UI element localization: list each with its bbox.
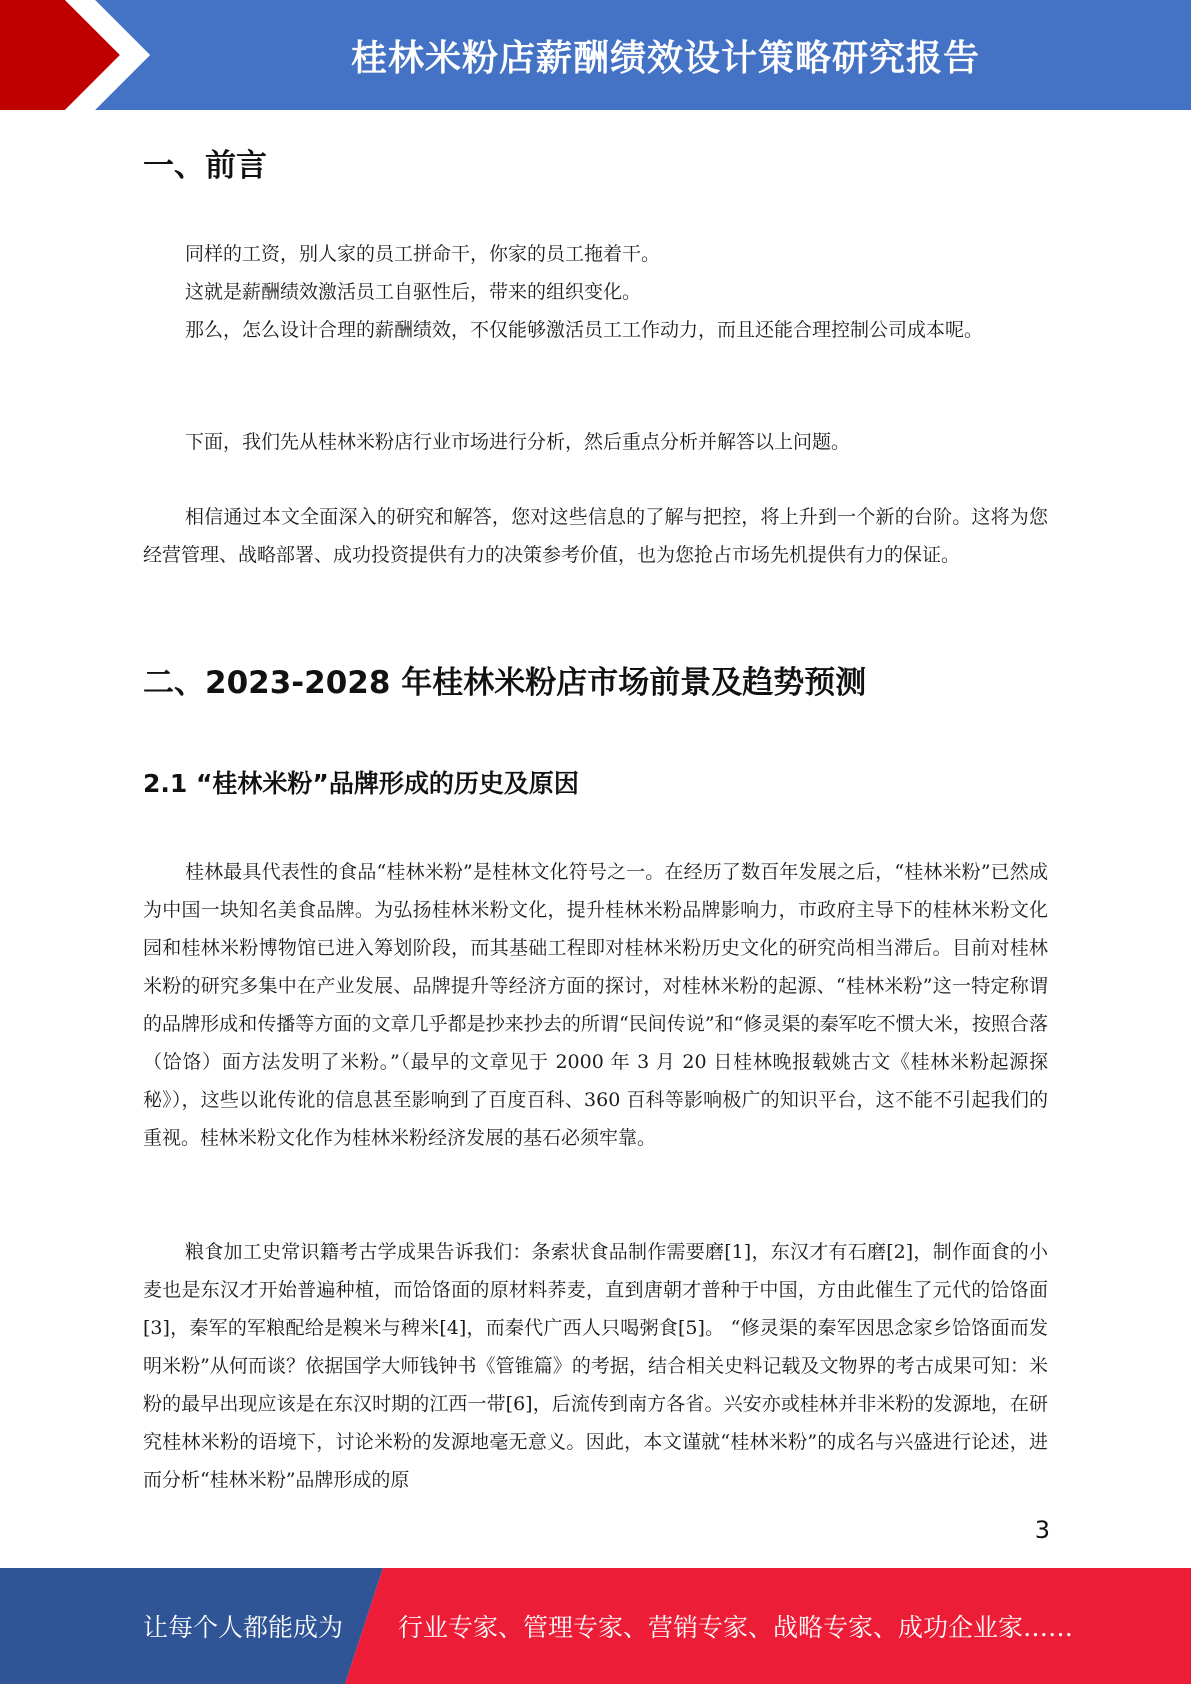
header-title: 桂林米粉店薪酬绩效设计策略研究报告	[350, 37, 980, 79]
paragraph: 那么，怎么设计合理的薪酬绩效，不仅能够激活员工工作动力，而且还能合理控制公司成本呢。	[185, 319, 984, 341]
footer-slogan-left: 让每个人都能成为	[143, 1613, 344, 1642]
page-number: 3	[1034, 1516, 1050, 1544]
page-footer	[0, 1568, 1191, 1684]
paragraph: 下面，我们先从桂林米粉店行业市场进行分析，然后重点分析并解答以上问题。	[185, 431, 851, 453]
footer-slogan-right: 行业专家、管理专家、营销专家、战略专家、成功企业家……	[398, 1613, 1074, 1642]
page-header	[0, 0, 1191, 110]
section-heading-forecast: 二、2023-2028 年桂林米粉店市场前景及趋势预测	[143, 665, 867, 701]
paragraph: 桂林最具代表性的食品“桂林米粉”是桂林文化符号之一。在经历了数百年发展之后，“桂林米粉”已然成为中国一块知名美食品牌。为弘扬桂林米粉文化，提升桂林米粉品牌影响力，市政府主导下的桂林米粉文化园和桂林米粉博物馆已进入筹划阶段，而其基础工程即对桂林米粉历史文化的研究尚相当滞后。目前对桂林米粉的研究多集中在产业发展、品牌提升等经济方面的探讨，对桂林米粉的起源、“桂林米粉”这一特定称谓的品牌形成和传播等方面的文章几乎都是抄来抄去的所谓“民间传说”和“修灵渠的秦军吃不惯大米，按照合落（饸饹）面方法发明了米粉。”（最早的文章见于 2000 年 3 月 20 日桂林晚报载姚古文《桂林米粉起源探秘》），这些以讹传讹的信息甚至影响到了百度百科、360 百科等影响极广的知识平台，这不能不引起我们的重视。桂林米粉文化作为桂林米粉经济发展的基石必须牢靠。	[143, 861, 1048, 1149]
subsection-heading: 2.1 “桂林米粉”品牌形成的历史及原因	[143, 769, 579, 798]
paragraph: 相信通过本文全面深入的研究和解答，您对这些信息的了解与把控，将上升到一个新的台阶。这将为您经营管理、战略部署、成功投资提供有力的决策参考价值，也为您抢占市场先机提供有力的保证。	[143, 506, 1048, 566]
paragraph: 粮食加工史常识籍考古学成果告诉我们：条索状食品制作需要磨[1]，东汉才有石磨[2]，制作面食的小麦也是东汉才开始普遍种植，而饸饹面的原材料荞麦，直到唐朝才普种于中国，方由此催生了元代的饸饹面[3]，秦军的军粮配给是糗米与稗米[4]，而秦代广西人只喝粥食[5]。 “修灵渠的秦军因思念家乡饸饹面而发明米粉”从何而谈？依据国学大师钱钟书《管锥篇》的考据，结合相关史料记载及文物界的考古成果可知：米粉的最早出现应该是在东汉时期的江西一带[6]，后流传到南方各省。兴安亦或桂林并非米粉的发源地，在研究桂林米粉的语境下，讨论米粉的发源地毫无意义。因此，本文谨就“桂林米粉”的成名与兴盛进行论述，进而分析“桂林米粉”品牌形成的原	[143, 1241, 1048, 1491]
paragraph: 这就是薪酬绩效激活员工自驱性后，带来的组织变化。	[185, 281, 642, 303]
section-heading-preface: 一、前言	[143, 148, 267, 184]
paragraph: 同样的工资，别人家的员工拼命干，你家的员工拖着干。	[185, 243, 661, 265]
